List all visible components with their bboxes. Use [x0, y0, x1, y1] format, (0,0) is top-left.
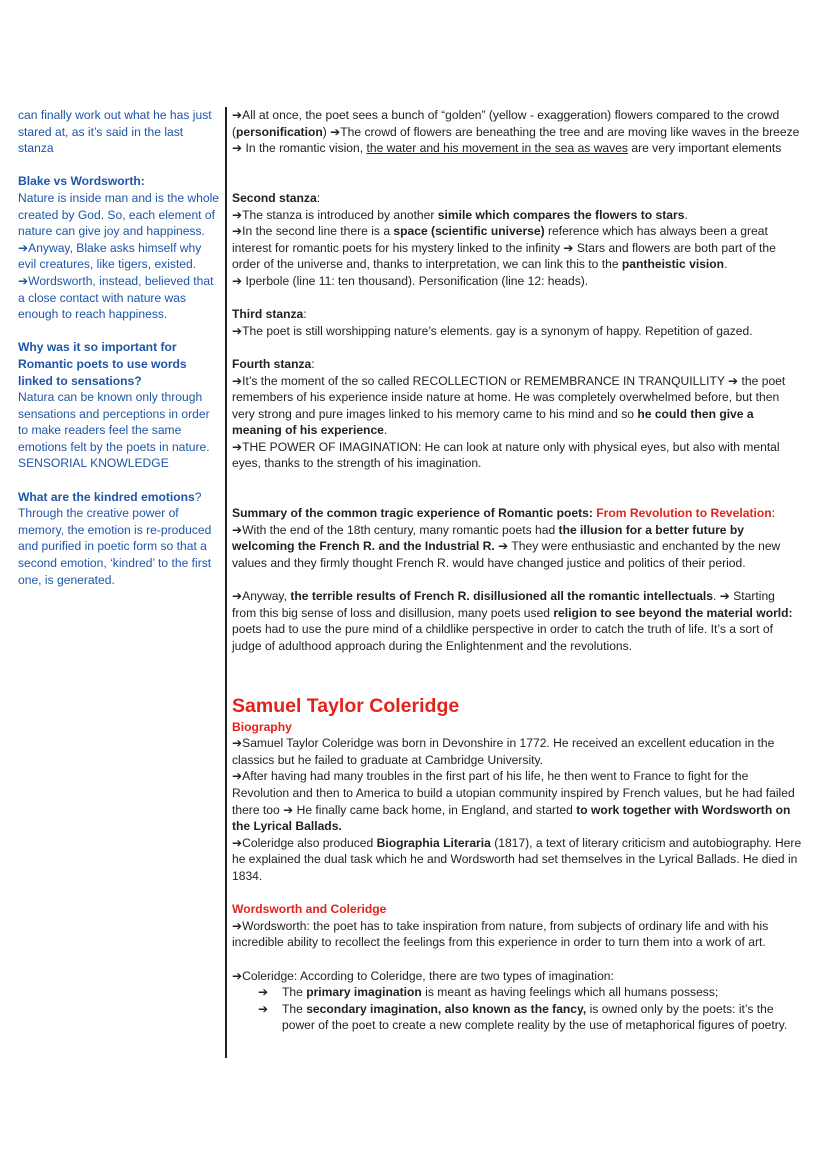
kindred-heading-mark: ?: [194, 489, 202, 504]
words-paragraph-1: Natura can be known only through sensations and perceptions in order to make readers feel the same emotions felt by the poets in nature.: [18, 390, 210, 454]
arrow-icon: ➔: [258, 1001, 269, 1016]
kindred-paragraph-1: Through the creative power of memory, the emotion is re-produced and purified in poetic form so that a second emotion, ‘kindred’ to the first one, is generated.: [18, 506, 212, 587]
summary-heading-red: From Revolution to Revelation: [596, 506, 772, 521]
arrow-icon: ➔: [258, 985, 269, 1000]
blake-vs-wordsworth-section: [18, 173, 220, 322]
summary-heading: Summary of the common tragic experience of Romantic poets:: [232, 506, 597, 521]
coleridge-section: Samuel Taylor Coleridge Biography ➔Samuel Taylor Coleridge was born in Devonshire in 1772. He received an excellent education in the classics but he failed to graduate at Cambridge University. ➔After having had many troubles in the first part of his life, he then went to France to fight for the Revolution and then to America to build a utopian community inspired by French values, but he had failed there too ➔ He finally came back home, in England, and started to work together with Wordsworth on the Lyrical Ballads. ➔Coleridge also produced Biographia Literaria (1817), a text of literary criticism and autobiography. Here he explained the dual task which he and Wordsworth had set themselves in the Lyrical Ballads. He died in 1834. Wordsworth and Coleridge ➔Wordsworth: the poet has to take inspiration from nature, from subjects of ordinary life and with his incredible ability to recollect the feelings from this experience in order to turn them into a work of art. ➔Coleridge: According to Coleridge, there are two types of imagination: ➔ The primary imagination is meant as having feelings which all humans possess; ➔ The secondary imagination, also known as the fancy, is owned only by the poets: it’s the power of the poet to create a new complete reality by the use of metaphorical figures of poetry.: [232, 694, 802, 1033]
fourth-stanza-heading: Fourth stanza: [232, 356, 312, 371]
second-stanza-heading: Second stanza: [232, 190, 317, 205]
second-stanza-section: Second stanza: ➔The stanza is introduced by another simile which compares the flowers to stars. ➔In the second line there is a space (scientific universe) reference which has always been a great interest for romantic poets for his mystery linked to the infinity ➔ Stars and flowers are both part of the order of the universe and, thanks to interpretation, we can link this to the pantheistic vision. ➔ Iperbole (line 11: ten thousand). Personification (line 12: heads).: [232, 190, 776, 288]
column-divider: [225, 107, 227, 1058]
list-item: ➔ The primary imagination is meant as having feelings which all humans possess;: [258, 985, 719, 1000]
list-item: ➔ The secondary imagination, also known as the fancy, is owned only by the poets: it’s the power of the poet to create a new complete reality by the use of metaphorical figures of poetry.: [258, 1001, 788, 1033]
words-paragraph-2: SENSORIAL KNOWLEDGE: [18, 456, 169, 471]
kindred-heading: What are the kindred emotions: [18, 489, 195, 504]
blake-paragraph-1: Nature is inside man and is the whole created by God. So, each element of nature can give joy and happiness.: [18, 190, 219, 239]
imagination-list: [232, 984, 802, 1034]
third-stanza-section: Third stanza: ➔The poet is still worshipping nature’s elements. gay is a synonym of happy. Repetition of gazed.: [232, 307, 753, 338]
words-heading: Why was it so important for Romantic poets to use words linked to sensations?: [18, 340, 187, 388]
fourth-stanza-section: Fourth stanza: ➔It’s the moment of the so called RECOLLECTION or REMEMBRANCE IN TRANQUILLITY ➔ the poet remembers of his experience inside nature at home. He was completely overwhelmed before, but then very strong and pure images linked to his memory came to his mind and so he could then give a meaning of his experience. ➔THE POWER OF IMAGINATION: He can look at nature only with physical eyes, but also with mental eyes, thanks to the strength of his imagination.: [232, 356, 786, 471]
left-notes-column: [18, 107, 220, 605]
blake-paragraph-2: ➔Anyway, Blake asks himself why evil creatures, like tigers, existed.: [18, 240, 202, 272]
coleridge-title: Samuel Taylor Coleridge: [232, 694, 460, 717]
blake-heading: Blake vs Wordsworth:: [18, 174, 145, 189]
biography-heading: Biography: [232, 719, 292, 734]
blake-paragraph-3: ➔Wordsworth, instead, believed that a close contact with nature was enough to reach happiness.: [18, 273, 214, 322]
kindred-emotions-section: [18, 489, 220, 589]
main-notes-column: [232, 107, 802, 1034]
wordsworth-coleridge-heading: Wordsworth and Coleridge: [232, 902, 387, 917]
summary-section: Summary of the common tragic experience of Romantic poets: From Revolution to Revelation: ➔With the end of the 18th century, many romantic poets had the illusion for a better future by welcoming the French R. and the Industrial R. ➔ They were enthusiastic and enchanted by the new values and they firmly thought French R. would have changed justice and politics of their period. ➔Anyway, the terrible results of French R. disillusioned all the romantic intellectuals. ➔ Starting from this big sense of loss and disillusion, many poets used religion to see beyond the material world: poets had to use the pure mind of a childlike perspective in order to catch the truth of life. It’s a sort of judge of adulthood approach during the Enlightenment and the revolutions.: [232, 506, 793, 653]
left-intro-text: can finally work out what he has just stared at, as it’s said in the last stanza: [18, 108, 212, 156]
intro-paragraph: ➔All at once, the poet sees a bunch of “golden” (yellow - exaggeration) flowers compared to the crowd (personification) ➔The crowd of flowers are beneathing the tree and are moving like waves in the breeze ➔ In the romantic vision, the water and his movement in the sea as waves are very important elements: [232, 108, 800, 156]
third-stanza-heading: Third stanza: [232, 307, 304, 322]
words-sensations-section: [18, 339, 220, 472]
